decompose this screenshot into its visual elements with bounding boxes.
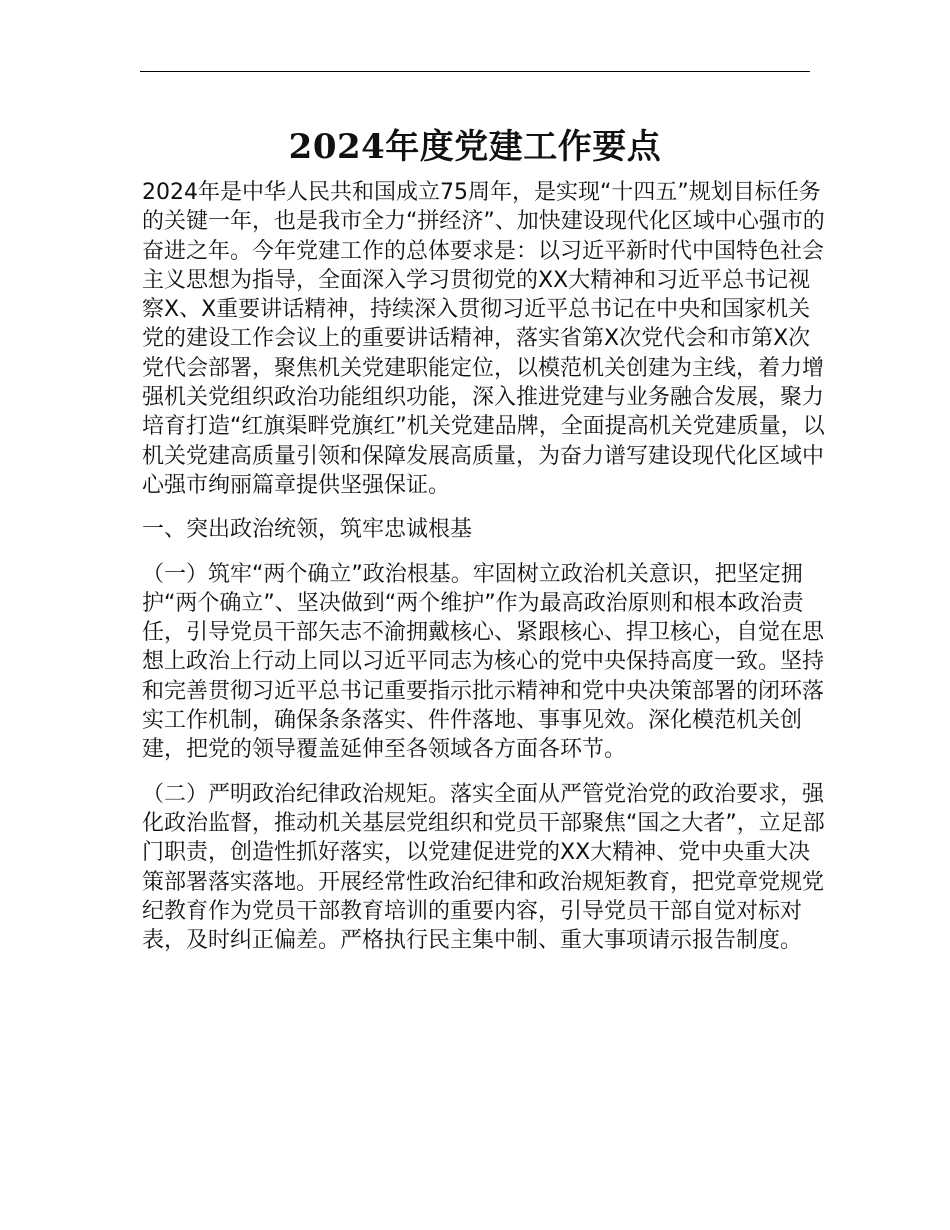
section-heading-1: 一、突出政治统领，筑牢忠诚根基: [142, 517, 473, 543]
item-paragraph-1: （一）筑牢“两个确立”政治根基。牢固树立政治机关意识，把坚定拥护“两个确立”、坚决做到“两个维护”作为最高政治原则和根本政治责任，引导党员干部矢志不渝拥戴核心、紧跟核心、捍卫核心，自觉在思想上政治上行动上同以习近平同志为核心的党中央保持高度一致。坚持和完善贯彻习近平总书记重要指示批示精神和党中央决策部署的闭环落实工作机制，确保条条落实、件件落地、事事见效。深化模范机关创建，把党的领导覆盖延伸至各领域各方面各环节。: [142, 561, 825, 763]
document-body: [142, 178, 832, 970]
intro-paragraph: 2024年是中华人民共和国成立75周年，是实现“十四五”规划目标任务的关键一年，也是我市全力“拼经济”、加快建设现代化区域中心强市的奋进之年。今年党建工作的总体要求是：以习近平新时代中国特色社会主义思想为指导，全面深入学习贯彻党的XX大精神和习近平总书记视察X、X重要讲话精神，持续深入贯彻习近平总书记在中央和国家机关党的建设工作会议上的重要讲话精神，落实省第X次党代会和市第X次党代会部署，聚焦机关党建职能定位，以模范机关创建为主线，着力增强机关党组织政治功能组织功能，深入推进党建与业务融合发展，聚力培育打造“红旗渠畔党旗红”机关党建品牌，全面提高机关党建质量，以机关党建高质量引领和保障发展高质量，为奋力谱写建设现代化区域中心强市绚丽篇章提供坚强保证。: [142, 180, 825, 498]
document-title: 2024年度党建工作要点: [288, 127, 662, 167]
item-paragraph-2: （二）严明政治纪律政治规矩。落实全面从严管党治党的政治要求，强化政治监督，推动机关基层党组织和党员干部聚焦“国之大者”，立足部门职责，创造性抓好落实，以党建促进党的XX大精神、党中央重大决策部署落实落地。开展经常性政治纪律和政治规矩教育，把党章党规党纪教育作为党员干部教育培训的重要内容，引导党员干部自觉对标对表，及时纠正偏差。严格执行民主集中制、重大事项请示报告制度。: [142, 781, 825, 954]
header-rule: [140, 71, 810, 72]
